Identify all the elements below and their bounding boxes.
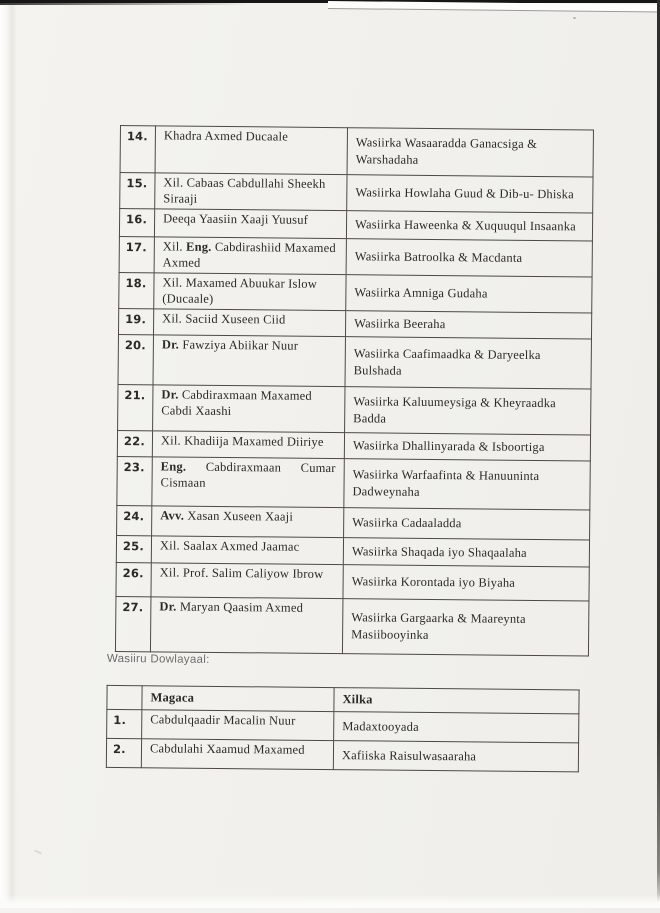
office-title-cell: Wasiirka Wasaaradda Ganacsiga & Warshadaha <box>347 128 593 177</box>
row-number-cell: 23. <box>117 456 152 505</box>
office-title-cell: Wasiirka Korontada iyo Biyaha <box>343 565 589 601</box>
person-name-cell: Xil. Saciid Xuseen Ciid <box>153 309 345 337</box>
row-number-cell: 16. <box>119 209 154 237</box>
row-number-cell: 18. <box>119 272 154 308</box>
office-title-cell: Wasiirka Dhallinyarada & Isboortiga <box>344 433 590 461</box>
office-title-cell: Wasiirka Haweenka & Xuquuqul Insaanka <box>346 211 592 241</box>
office-title-cell: Wasiirka Cadaaladda <box>344 508 590 540</box>
person-name-cell: Eng. Cabdiraxmaan Cumar Cismaan <box>152 457 344 508</box>
person-name-cell: Dr. Cabdiraxmaan Maxamed Cabdi Xaashi <box>153 385 345 433</box>
row-number-cell: 21. <box>118 384 153 430</box>
person-name-cell: Dr. Fawziya Abiikar Nuur <box>153 335 345 387</box>
table-row <box>107 709 579 743</box>
table-row <box>118 384 591 435</box>
row-number-cell: 17. <box>119 236 154 272</box>
row-number-cell: 15. <box>120 173 155 209</box>
table-row <box>119 209 592 242</box>
row-number-cell: 25. <box>116 535 151 562</box>
table-row <box>120 126 593 178</box>
table-row <box>117 456 590 510</box>
row-number-cell: 1. <box>107 709 142 738</box>
table-row <box>106 738 578 772</box>
office-title-cell: Xafiiska Raisulwasaaraha <box>333 741 578 772</box>
state-ministers-section-label: Wasiiru Dowlayaal: <box>106 652 210 666</box>
office-title-cell: Wasiirka Gargaarka & Maareynta Masiibooyinka <box>342 599 589 656</box>
office-title-cell: Wasiirka Beeraha <box>345 311 591 339</box>
ministers-table <box>115 125 594 657</box>
header-cell-magaca: Magaca <box>142 686 334 712</box>
person-name-cell: Xil. Khadiija Maxamed Diiriye <box>152 431 344 459</box>
office-title-cell: Wasiirka Warfaafinta & Hanuuninta Dadweynaha <box>344 459 590 510</box>
table-row <box>115 596 589 656</box>
person-name-cell: Xil. Prof. Salim Caliyow Ibrow <box>151 563 343 599</box>
table-row <box>116 562 589 601</box>
office-title-cell: Wasiirka Amniga Gudaha <box>346 275 592 313</box>
row-number-cell: 20. <box>118 334 153 384</box>
person-name-cell: Xil. Saalax Axmed Jaamac <box>151 536 343 565</box>
person-name-cell: Cabdulqaadir Macalin Nuur <box>142 710 334 741</box>
person-name-cell: Xil. Eng. Cabdirashiid Maxamed Axmed <box>154 237 346 275</box>
person-name-cell: Xil. Maxamed Abuukar Islow (Ducaale) <box>154 273 346 311</box>
table-row <box>120 173 593 214</box>
table-row <box>117 505 590 540</box>
header-cell-xilka: Xilka <box>334 688 579 714</box>
person-name-cell: Xil. Cabaas Cabdullahi Sheekh Siraaji <box>155 173 347 211</box>
person-name-cell: Avv. Xasan Xuseen Xaaji <box>152 506 344 538</box>
row-number-cell: 14. <box>120 126 155 173</box>
office-title-cell: Wasiirka Shaqada iyo Shaqaalaha <box>343 538 589 567</box>
person-name-cell: Deeqa Yaasiin Xaaji Yuusuf <box>154 209 346 239</box>
table-row <box>119 236 592 277</box>
person-name-cell: Dr. Maryan Qaasim Axmed <box>150 597 343 654</box>
table-row <box>118 334 591 389</box>
row-number-cell: 26. <box>116 562 151 596</box>
office-title-cell: Wasiirka Kaluumeysiga & Kheyraadka Badda <box>345 387 591 435</box>
row-number-cell: 19. <box>118 308 153 334</box>
office-title-cell: Wasiirka Caafimaadka & Daryeelka Bulshada <box>345 337 591 389</box>
row-number-cell: 24. <box>117 505 152 535</box>
office-title-cell: Wasiirka Howlaha Guud & Dib-u- Dhiska <box>347 175 593 213</box>
row-number-cell: 22. <box>117 430 152 456</box>
row-number-cell: 27. <box>115 596 151 651</box>
state-ministers-table <box>106 685 580 773</box>
header-cell-number <box>107 685 142 709</box>
table-row <box>119 272 592 313</box>
row-number-cell: 2. <box>106 738 141 767</box>
person-name-cell: Khadra Axmed Ducaale <box>155 126 347 175</box>
office-title-cell: Madaxtooyada <box>334 712 579 743</box>
person-name-cell: Cabdulahi Xaamud Maxamed <box>141 739 333 770</box>
office-title-cell: Wasiirka Batroolka & Macdanta <box>346 239 592 277</box>
